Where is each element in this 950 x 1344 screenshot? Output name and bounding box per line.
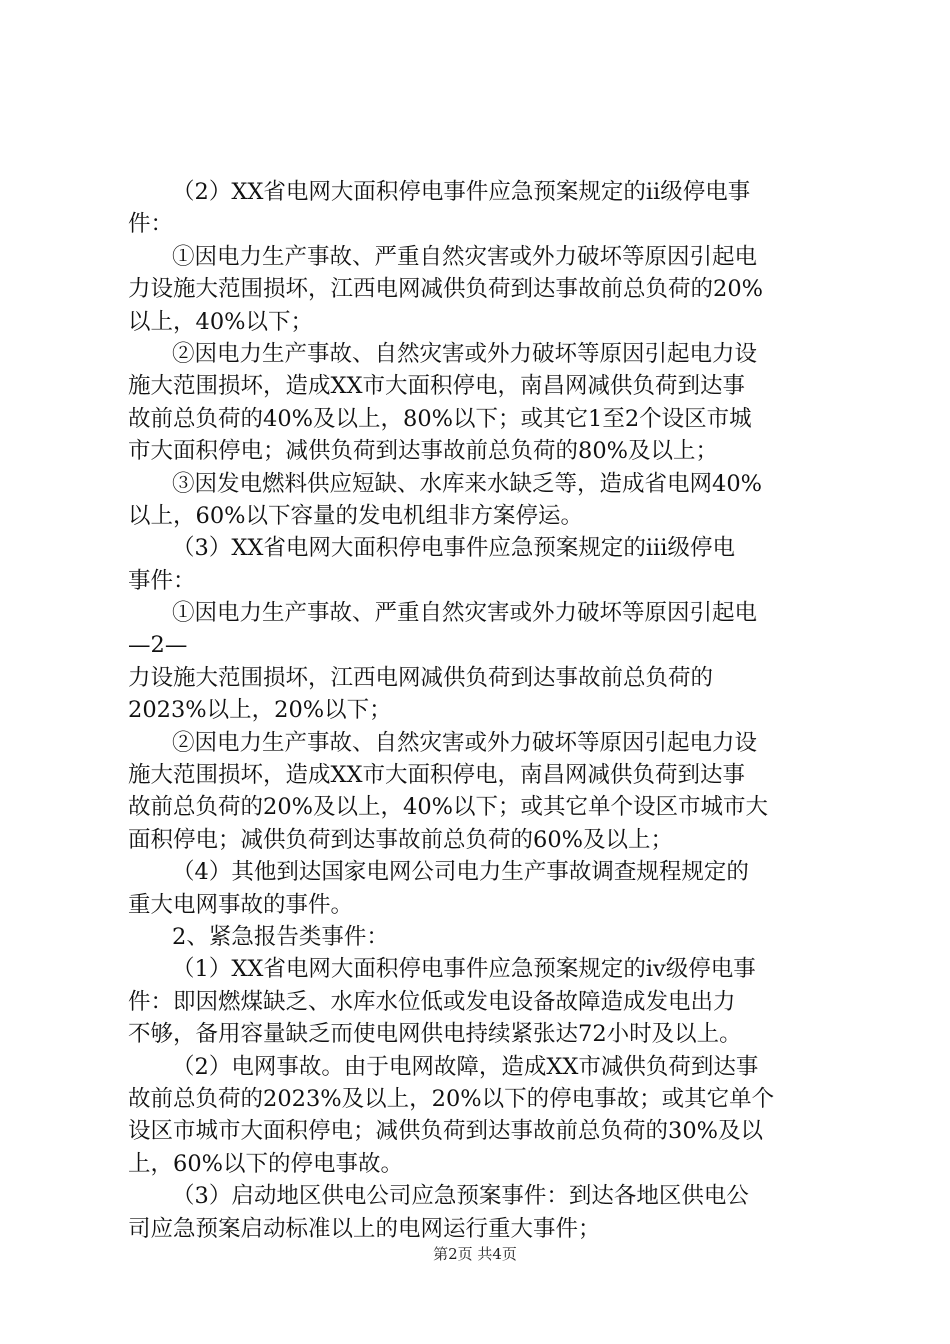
paragraph-line: 故前总负荷的20%及以上，40%以下；或其它单个设区市城市大 — [128, 794, 769, 821]
page-footer: 第2页 共4页 — [433, 1245, 517, 1263]
paragraph-line: （3）启动地区供电公司应急预案事件：到达各地区供电公 — [172, 1183, 749, 1210]
paragraph-line: （2）电网事故。由于电网故障，造成XX市减供负荷到达事 — [172, 1053, 759, 1080]
body-text — [128, 176, 838, 1245]
paragraph-line: （3）XX省电网大面积停电事件应急预案规定的iii级停电 — [172, 535, 735, 562]
paragraph-line: 2023%以上，20%以下； — [128, 697, 392, 724]
paragraph-line: 面积停电；减供负荷到达事故前总负荷的60%及以上； — [128, 826, 674, 853]
paragraph-line: 以上，40%以下； — [128, 308, 314, 335]
paragraph-line: 司应急预案启动标准以上的电网运行重大事件； — [128, 1215, 601, 1242]
paragraph-line: 上，60%以下的停电事故。 — [128, 1150, 404, 1177]
paragraph-line: （2）XX省电网大面积停电事件应急预案规定的ii级停电事 — [172, 179, 751, 205]
paragraph-line: 2、紧急报告类事件： — [172, 923, 389, 950]
paragraph-line: （4）其他到达国家电网公司电力生产事故调查规程规定的 — [172, 859, 749, 886]
paragraph-line: 施大范围损坏，造成XX市大面积停电，南昌网减供负荷到达事 — [128, 762, 746, 789]
inline-page-number: —2— — [128, 632, 188, 659]
paragraph-line: 故前总负荷的40%及以上，80%以下；或其它1至2个设区市城 — [128, 405, 752, 432]
paragraph-line: ②因电力生产事故、自然灾害或外力破坏等原因引起电力设 — [172, 729, 758, 756]
paragraph-line: 件：即因燃煤缺乏、水库水位低或发电设备故障造成发电出力 — [128, 988, 736, 1015]
paragraph-line: 事件： — [128, 567, 196, 594]
paragraph-line: 设区市城市大面积停电；减供负荷到达事故前总负荷的30%及以 — [128, 1118, 764, 1145]
paragraph-line: 重大电网事故的事件。 — [128, 891, 354, 918]
paragraph-line: 故前总负荷的2023%及以上，20%以下的停电事故；或其它单个 — [128, 1085, 775, 1112]
paragraph-line: 力设施大范围损坏，江西电网减供负荷到达事故前总负荷的 — [128, 664, 714, 691]
paragraph-line: 以上，60%以下容量的发电机组非方案停运。 — [128, 502, 584, 529]
paragraph-line: （1）XX省电网大面积停电事件应急预案规定的iv级停电事 — [172, 956, 756, 983]
paragraph-line: ①因电力生产事故、严重自然灾害或外力破坏等原因引起电 — [172, 600, 758, 627]
paragraph-line: 力设施大范围损坏，江西电网减供负荷到达事故前总负荷的20% — [128, 276, 764, 303]
paragraph-line: 施大范围损坏，造成XX市大面积停电，南昌网减供负荷到达事 — [128, 373, 746, 400]
paragraph-line: ③因发电燃料供应短缺、水库来水缺乏等，造成省电网40% — [172, 470, 763, 497]
paragraph-line: 件： — [128, 211, 174, 238]
paragraph-line: 市大面积停电；减供负荷到达事故前总负荷的80%及以上； — [128, 438, 719, 465]
paragraph-line: 不够，备用容量缺乏而使电网供电持续紧张达72小时及以上。 — [128, 1021, 742, 1048]
paragraph-line: ②因电力生产事故、自然灾害或外力破坏等原因引起电力设 — [172, 340, 758, 367]
paragraph-line: ①因电力生产事故、严重自然灾害或外力破坏等原因引起电 — [172, 243, 758, 270]
